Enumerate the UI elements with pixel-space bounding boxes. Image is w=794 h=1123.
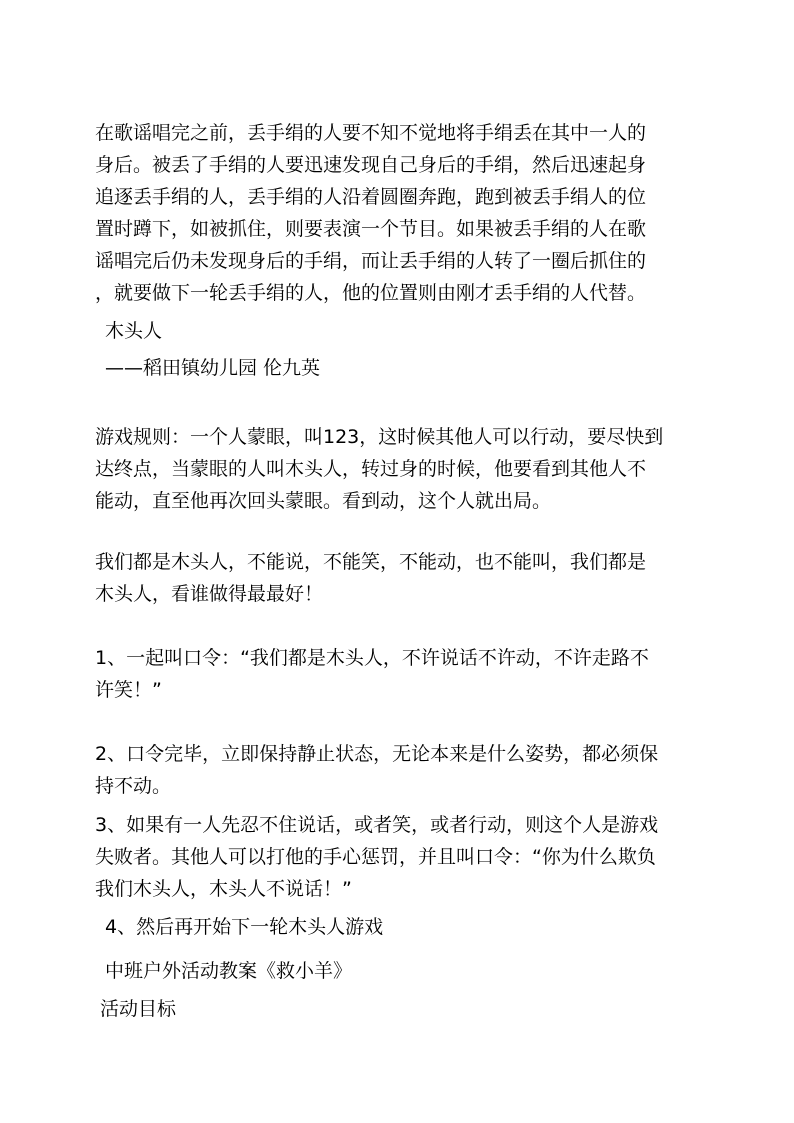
- step-line: 2、口令完毕，立即保持静止状态，无论本来是什么姿势，都必须保: [95, 743, 659, 765]
- paragraph-line: 追逐丢手绢的人，丢手绢的人沿着圆圈奔跑，跑到被丢手绢人的位: [95, 186, 647, 208]
- paragraph-line: 在歌谣唱完之前，丢手绢的人要不知不觉地将手绢丢在其中一人的: [95, 122, 647, 144]
- step-line: 失败者。其他人可以打他的手心惩罚，并且叫口令：“你为什么欺负: [95, 846, 656, 868]
- paragraph-line: ，就要做下一轮丢手绢的人，他的位置则由刚才丢手绢的人代替。: [95, 282, 647, 304]
- step-line: 许笑！”: [95, 679, 162, 701]
- step-line: 我们木头人，木头人不说话！”: [95, 878, 352, 900]
- next-section-title: 中班户外活动教案《救小羊》: [105, 960, 353, 982]
- step-line: 持不动。: [95, 775, 172, 797]
- step-line: 1、一起叫口令：“我们都是木头人，不许说话不许动，不许走路不: [95, 647, 649, 669]
- section-heading: 活动目标: [100, 998, 177, 1020]
- step-line: 4、然后再开始下一轮木头人游戏: [105, 916, 384, 938]
- chant-line: 木头人，看谁做得最最好！: [95, 583, 324, 605]
- paragraph-line: 谣唱完后仍未发现身后的手绢，而让丢手绢的人转了一圈后抓住的: [95, 250, 647, 272]
- step-line: 3、如果有一人先忍不住说话，或者笑，或者行动，则这个人是游戏: [95, 814, 659, 836]
- paragraph-line: 置时蹲下，如被抓住，则要表演一个节目。如果被丢手绢的人在歌: [95, 218, 647, 240]
- rules-line: 达终点，当蒙眼的人叫木头人，转过身的时候，他要看到其他人不: [95, 458, 647, 480]
- rules-line: 游戏规则：一个人蒙眼，叫123，这时候其他人可以行动，要尽快到: [95, 426, 664, 448]
- section-title: 木头人: [105, 320, 163, 342]
- paragraph-line: 身后。被丢了手绢的人要迅速发现自己身后的手绢，然后迅速起身: [95, 154, 647, 176]
- rules-line: 能动，直至他再次回头蒙眼。看到动，这个人就出局。: [95, 490, 552, 512]
- author-line: ——稻田镇幼儿园 伦九英: [105, 357, 321, 379]
- chant-line: 我们都是木头人，不能说，不能笑，不能动，也不能叫，我们都是: [95, 551, 647, 573]
